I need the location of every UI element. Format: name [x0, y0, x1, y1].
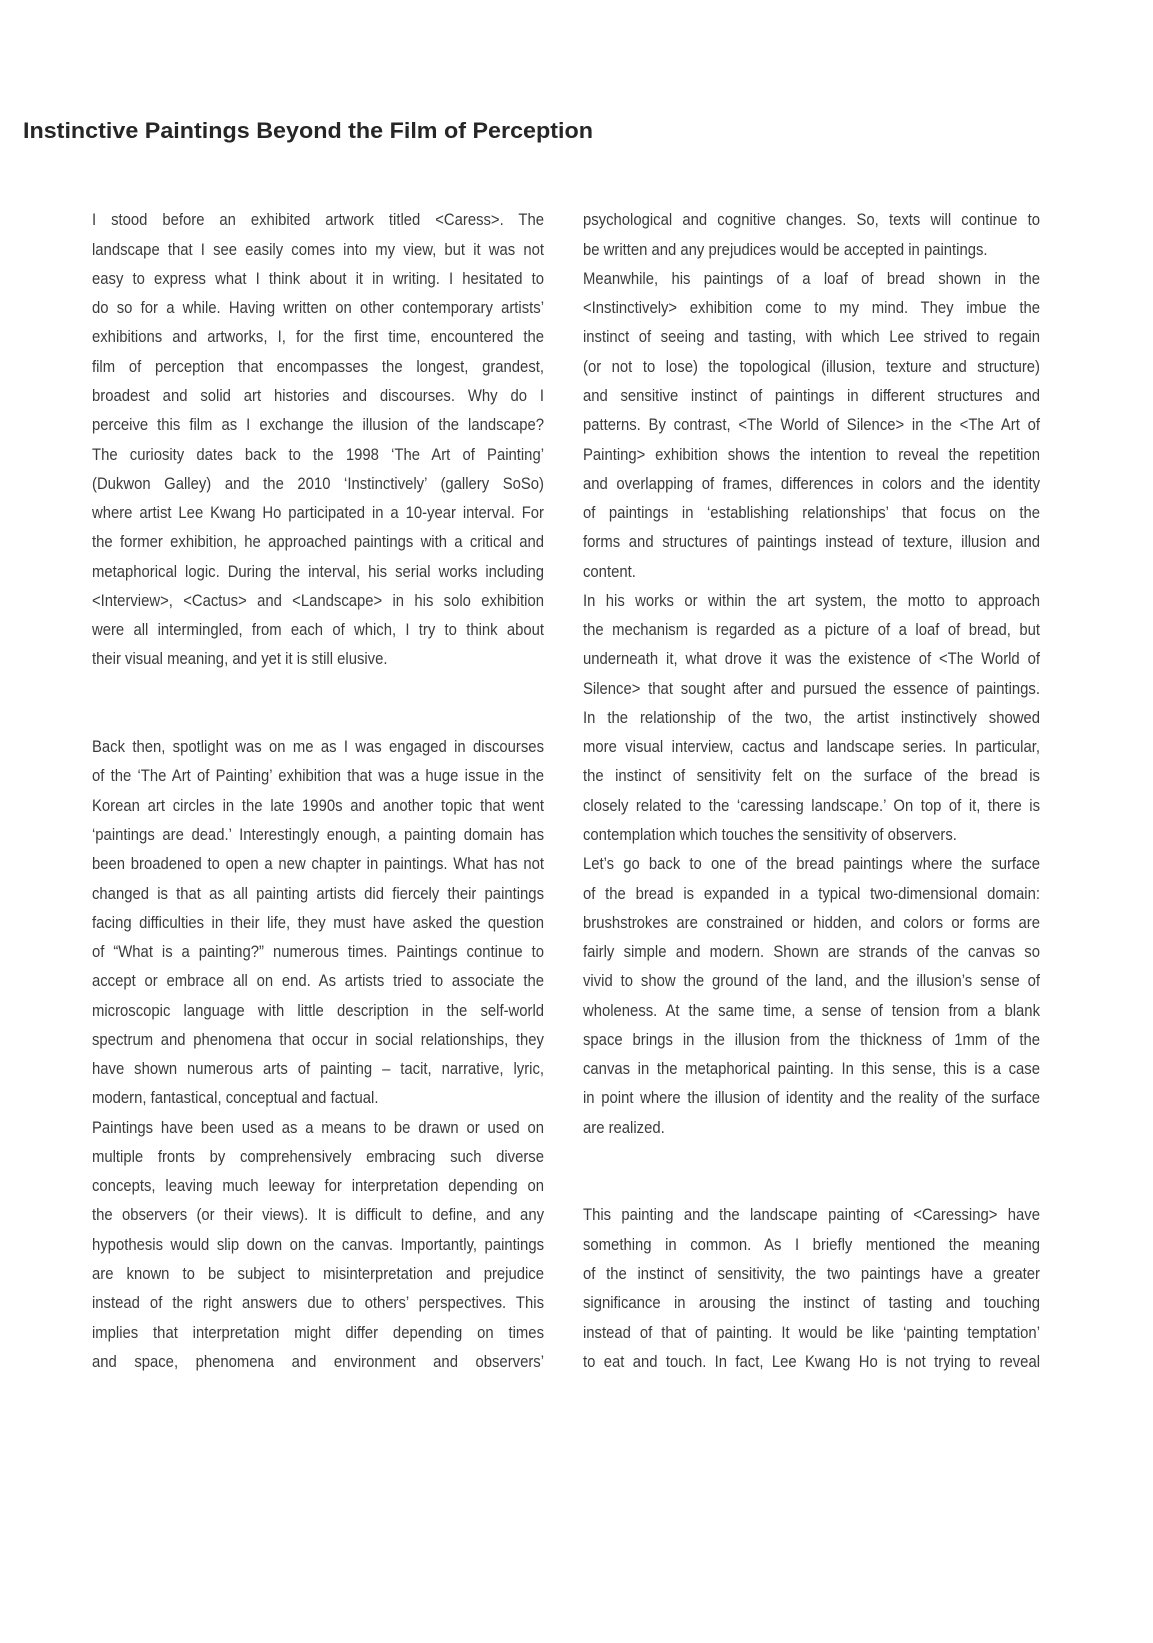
text-line: of the ‘The Art of Painting’ exhibition that was a huge issue in the: [92, 767, 545, 786]
text-line: closely related to the ‘caressing landscape.’ On top of it, there is: [583, 796, 1040, 815]
right-column: [583, 206, 1040, 1377]
text-line: significance in arousing the instinct of tasting and touching: [583, 1294, 1041, 1313]
text-line: are known to be subject to misinterpretation and prejudice: [92, 1264, 544, 1283]
text-line: contemplation which touches the sensitivity of observers.: [583, 825, 957, 844]
text-line: instead of the right answers due to others’ perspectives. This: [92, 1294, 544, 1313]
text-line: The curiosity dates back to the 1998 ‘The Art of Painting’: [92, 445, 545, 464]
text-line: metaphorical logic. During the interval, his serial works including: [92, 562, 544, 581]
text-line: of paintings in ‘establishing relationships’ that focus on the: [583, 504, 1041, 523]
text-line: In his works or within the art system, the motto to approach: [583, 591, 1041, 610]
text-line: <Instinctively> exhibition come to my mind. They imbue the: [583, 299, 1041, 318]
text-line: landscape that I see easily comes into my view, but it was not: [92, 240, 544, 259]
text-line: be written and any prejudices would be accepted in paintings.: [583, 240, 988, 259]
text-line: modern, fantastical, conceptual and factual.: [92, 1089, 379, 1108]
text-line: forms and structures of paintings instead of texture, illusion and: [583, 533, 1041, 552]
text-line: Painting> exhibition shows the intention to reveal the repetition: [583, 445, 1041, 464]
text-line: been broadened to open a new chapter in paintings. What has not: [92, 855, 544, 874]
text-line: wholeness. At the same time, a sense of tension from a blank: [583, 1001, 1041, 1020]
text-line: facing difficulties in their life, they must have asked the question: [92, 913, 544, 932]
text-line: are realized.: [583, 1118, 665, 1137]
text-line: Korean art circles in the late 1990s and another topic that went: [92, 796, 544, 815]
paragraph: [583, 265, 1040, 587]
text-line: content.: [583, 562, 636, 581]
text-line: of the bread is expanded in a typical two-dimensional domain:: [583, 884, 1040, 903]
text-line: psychological and cognitive changes. So, texts will continue to: [583, 211, 1040, 230]
paragraph: [583, 587, 1040, 850]
text-line: accept or embrace all on end. As artists tried to associate the: [92, 972, 545, 991]
text-line: and space, phenomena and environment and observers’: [92, 1352, 544, 1371]
text-line: something in common. As I briefly mentioned the meaning: [583, 1235, 1041, 1254]
text-line: Silence> that sought after and pursued the essence of paintings.: [583, 679, 1040, 698]
text-line: and overlapping of frames, differences in colors and the identity: [583, 474, 1041, 493]
text-line: underneath it, what drove it was the existence of <The World of: [583, 650, 1041, 669]
text-line: (Dukwon Galley) and the 2010 ‘Instinctively’ (gallery SoSo): [92, 474, 544, 493]
text-line: spectrum and phenomena that occur in social relationships, they: [92, 1030, 544, 1049]
text-line: changed is that as all painting artists did fiercely their paintings: [92, 884, 544, 903]
text-line: <Interview>, <Cactus> and <Landscape> in his solo exhibition: [92, 591, 544, 610]
text-line: more visual interview, cactus and landscape series. In particular,: [583, 738, 1040, 757]
text-line: the mechanism is regarded as a picture of a loaf of bread, but: [583, 621, 1040, 640]
text-line: film of perception that encompasses the longest, grandest,: [92, 357, 544, 376]
text-line: of “What is a painting?” numerous times. Paintings continue to: [92, 943, 545, 962]
text-line: This painting and the landscape painting of <Caressing> have: [583, 1206, 1041, 1225]
text-line: easy to express what I think about it in writing. I hesitated to: [92, 269, 544, 288]
text-line: hypothesis would slip down on the canvas. Importantly, paintings: [92, 1235, 545, 1254]
text-line: In the relationship of the two, the artist instinctively showed: [583, 708, 1041, 727]
text-line: exhibitions and artworks, I, for the first time, encountered the: [92, 328, 544, 347]
text-line: microscopic language with little description in the self-world: [92, 1001, 544, 1020]
page-title: Instinctive Paintings Beyond the Film of Perception: [23, 118, 593, 143]
text-line: canvas in the metaphorical painting. In this sense, this is a case: [583, 1060, 1041, 1079]
text-line: broadest and solid art histories and discourses. Why do I: [92, 386, 545, 405]
text-line: ‘paintings are dead.’ Interestingly enough, a painting domain has: [92, 825, 544, 844]
text-line: fairly simple and modern. Shown are strands of the canvas so: [583, 943, 1041, 962]
paragraph: [92, 1114, 544, 1377]
text-line: of the instinct of sensitivity, the two paintings have a greater: [583, 1264, 1041, 1283]
text-line: implies that interpretation might differ depending on times: [92, 1323, 544, 1342]
text-line: their visual meaning, and yet it is still elusive.: [92, 650, 388, 669]
text-line: instinct of seeing and tasting, with which Lee strived to regain: [583, 328, 1041, 347]
text-line: Let’s go back to one of the bread paintings where the surface: [583, 855, 1041, 874]
text-line: vivid to show the ground of the land, and the illusion’s sense of: [583, 972, 1040, 991]
text-line: the former exhibition, he approached paintings with a critical and: [92, 533, 544, 552]
text-line: in point where the illusion of identity and the reality of the surface: [583, 1089, 1041, 1108]
paragraph: [583, 1201, 1040, 1377]
paragraph: [92, 206, 544, 674]
text-line: where artist Lee Kwang Ho participated in a 10-year interval. For: [92, 504, 544, 523]
text-line: and sensitive instinct of paintings in different structures and: [583, 386, 1040, 405]
text-line: have shown numerous arts of painting – tacit, narrative, lyric,: [92, 1060, 544, 1079]
text-line: I stood before an exhibited artwork titled <Caress>. The: [92, 211, 544, 230]
text-line: the observers (or their views). It is difficult to define, and any: [92, 1206, 545, 1225]
text-line: patterns. By contrast, <The World of Silence> in the <The Art of: [583, 416, 1040, 435]
left-column: [92, 206, 544, 1377]
text-line: do so for a while. Having written on other contemporary artists’: [92, 299, 544, 318]
text-line: Back then, spotlight was on me as I was engaged in discourses: [92, 738, 544, 757]
text-line: perceive this film as I exchange the illusion of the landscape?: [92, 416, 544, 435]
text-line: space brings in the illusion from the thickness of 1mm of the: [583, 1030, 1041, 1049]
paragraph: [583, 850, 1040, 1143]
paragraph: [583, 206, 1040, 265]
text-line: concepts, leaving much leeway for interpretation depending on: [92, 1177, 544, 1196]
text-line: (or not to lose) the topological (illusion, texture and structure): [583, 357, 1041, 376]
text-line: brushstrokes are constrained or hidden, and colors or forms are: [583, 913, 1041, 932]
text-line: to eat and touch. In fact, Lee Kwang Ho is not trying to reveal: [583, 1352, 1041, 1371]
text-line: Meanwhile, his paintings of a loaf of bread shown in the: [583, 269, 1041, 288]
text-line: were all intermingled, from each of which, I try to think about: [92, 621, 544, 640]
text-line: Paintings have been used as a means to be drawn or used on: [92, 1118, 545, 1137]
text-line: multiple fronts by comprehensively embracing such diverse: [92, 1147, 544, 1166]
text-line: instead of that of painting. It would be like ‘painting temptation’: [583, 1323, 1041, 1342]
text-line: the instinct of sensitivity felt on the surface of the bread is: [583, 767, 1040, 786]
paragraph: [92, 733, 544, 1113]
